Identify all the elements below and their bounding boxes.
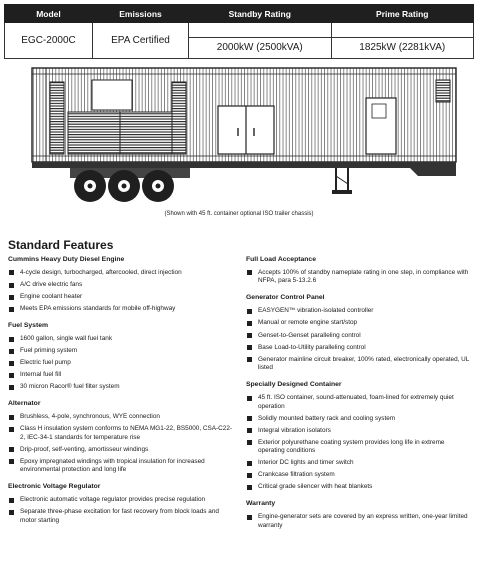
feature-item <box>8 293 234 301</box>
section-title-alternator: Alternator <box>8 400 41 408</box>
bullet-square-icon <box>9 307 14 312</box>
feature-text: Engine coolant heater <box>20 293 83 301</box>
feature-item <box>246 471 472 479</box>
feature-item <box>8 305 234 313</box>
section-title-warranty: Warranty <box>246 500 276 508</box>
bullet-square-icon <box>9 283 14 288</box>
feature-text: Class H insulation system conforms to NEMA MG1-22, BS5000, CSA-C22-2, IEC-34-1 standards for temperature rise <box>20 425 233 441</box>
bullet-square-icon <box>9 373 14 378</box>
feature-text: Solidly mounted battery rack and cooling system <box>258 414 396 422</box>
feature-text: Meets EPA emissions standards for mobile off-highway <box>20 305 176 313</box>
feature-text: Brushless, 4-pole, synchronous, WYE connection <box>20 413 160 421</box>
header-emissions: Emissions <box>93 5 189 23</box>
section-spacer <box>246 534 472 539</box>
feature-item <box>8 425 234 442</box>
bullet-square-icon <box>247 473 252 478</box>
bullet-square-icon <box>247 485 252 490</box>
feature-text: Separate three-phase excitation for fast recovery from block loads and motor starting <box>20 508 219 524</box>
feature-item <box>8 458 234 475</box>
feature-item <box>246 269 472 286</box>
header-model: Model <box>5 5 93 23</box>
feature-item <box>8 413 234 421</box>
spec-header-row <box>5 5 474 23</box>
bullet-square-icon <box>247 345 252 350</box>
container-trailer-illustration <box>10 66 470 216</box>
feature-item <box>246 307 472 315</box>
prime-value: 1825kW (2281kVA) <box>331 37 474 58</box>
feature-item <box>246 356 472 373</box>
feature-text: 45 ft. ISO container, sound-attenuated, foam-lined for extremely quiet operation <box>258 394 454 410</box>
feature-item <box>8 335 234 343</box>
section-title-cummins-heavy-duty-diesel-engine: Cummins Heavy Duty Diesel Engine <box>8 256 125 263</box>
emissions-value: EPA Certified <box>93 23 189 59</box>
feature-text: 4-cycle design, turbocharged, aftercooled, direct injection <box>20 268 182 276</box>
standby-value: 2000kW (2500kVA) <box>189 37 332 58</box>
bullet-square-icon <box>9 385 14 390</box>
bullet-square-icon <box>247 416 252 421</box>
bullet-square-icon <box>9 295 14 300</box>
feature-text: 1600 gallon, single wall fuel tank <box>20 335 113 343</box>
section-title-generator-control-panel: Generator Control Panel <box>246 294 325 302</box>
feature-item <box>246 427 472 435</box>
feature-item <box>8 269 234 277</box>
bullet-square-icon <box>9 361 14 366</box>
model-value: EGC-2000C <box>5 23 93 59</box>
feature-text: Drip-proof, self-venting, amortisseur windings <box>20 445 149 453</box>
feature-item <box>8 347 234 355</box>
feature-text: Fuel priming system <box>20 347 78 355</box>
bullet-square-icon <box>9 459 14 464</box>
section-spacer <box>8 529 234 534</box>
feature-item <box>246 394 472 411</box>
header-standby: Standby Rating <box>189 5 332 23</box>
bullet-square-icon <box>247 515 252 520</box>
feature-text: Generator mainline circuit breaker, 100% rated, electronically operated, UL listed <box>258 355 470 372</box>
bullet-square-icon <box>9 270 14 275</box>
bullet-square-icon <box>247 428 252 433</box>
feature-text: 30 micron Racor® fuel filter system <box>20 383 120 391</box>
feature-item <box>246 332 472 340</box>
bullet-square-icon <box>9 447 14 452</box>
feature-text: A/C drive electric fans <box>20 281 83 289</box>
spec-row-top <box>5 23 474 38</box>
feature-text: Integral vibration isolators <box>258 426 331 434</box>
feature-item <box>8 508 234 525</box>
bullet-square-icon <box>247 333 252 338</box>
prime-spacer <box>331 23 474 38</box>
bullet-square-icon <box>247 357 252 362</box>
header-prime: Prime Rating <box>331 5 474 23</box>
feature-item <box>246 459 472 467</box>
section-title-specially-designed-container: Specially Designed Container <box>246 381 342 389</box>
features-right-column <box>246 256 472 539</box>
bullet-square-icon <box>247 270 252 275</box>
feature-text: Engine-generator sets are covered by an express written, one-year limited warranty <box>258 513 468 529</box>
bullet-square-icon <box>9 337 14 342</box>
bullet-square-icon <box>247 461 252 466</box>
illustration-caption: (Shown with 45 ft. container optional ISO trailer chassis) <box>164 211 314 217</box>
feature-item <box>8 383 234 391</box>
feature-item <box>8 446 234 454</box>
feature-text: Manual or remote engine start/stop <box>258 319 358 327</box>
feature-item <box>8 496 234 504</box>
bullet-square-icon <box>9 510 14 515</box>
feature-item <box>246 483 472 491</box>
features-left-column <box>8 256 234 534</box>
bullet-square-icon <box>247 396 252 401</box>
standby-spacer <box>189 23 332 38</box>
section-title-fuel-system: Fuel System <box>8 322 49 330</box>
bullet-square-icon <box>9 349 14 354</box>
bullet-square-icon <box>247 321 252 326</box>
feature-item <box>8 371 234 379</box>
feature-item <box>246 439 472 456</box>
bullet-square-icon <box>9 427 14 432</box>
feature-text: Interior DC lights and timer switch <box>258 459 354 467</box>
section-title-full-load-acceptance: Full Load Acceptance <box>246 256 316 263</box>
feature-text: EASYGEN™ vibration-isolated controller <box>258 307 374 315</box>
feature-item <box>246 513 472 530</box>
feature-item <box>8 359 234 367</box>
feature-item <box>246 415 472 423</box>
features-title: Standard Features <box>8 238 114 252</box>
feature-item <box>246 319 472 327</box>
bullet-square-icon <box>247 309 252 314</box>
feature-text: Genset-to-Genset paralleling control <box>258 331 361 339</box>
bullet-square-icon <box>9 415 14 420</box>
feature-text: Exterior polyurethane coating system provides long life in extreme operating conditions <box>258 438 445 455</box>
bullet-square-icon <box>9 498 14 503</box>
feature-text: Electric fuel pump <box>20 359 71 367</box>
feature-text: Accepts 100% of standby nameplate rating in one step, in compliance with NFPA, para 5-13.2.6 <box>258 268 469 285</box>
section-title-electronic-voltage-regulator: Electronic Voltage Regulator <box>8 483 101 491</box>
feature-text: Base Load-to-Utility paralleling control <box>258 343 366 351</box>
feature-text: Critical grade silencer with heat blankets <box>258 483 373 491</box>
feature-text: Epoxy impregnated windings with tropical insulation for increased environmental protection and long life <box>20 457 205 474</box>
feature-text: Internal fuel fill <box>20 371 62 379</box>
bullet-square-icon <box>247 440 252 445</box>
spec-table <box>4 4 474 59</box>
feature-item <box>246 344 472 352</box>
feature-text: Electronic automatic voltage regulator provides precise regulation <box>20 496 206 504</box>
feature-text: Crankcase filtration system <box>258 471 335 479</box>
feature-item <box>8 281 234 289</box>
